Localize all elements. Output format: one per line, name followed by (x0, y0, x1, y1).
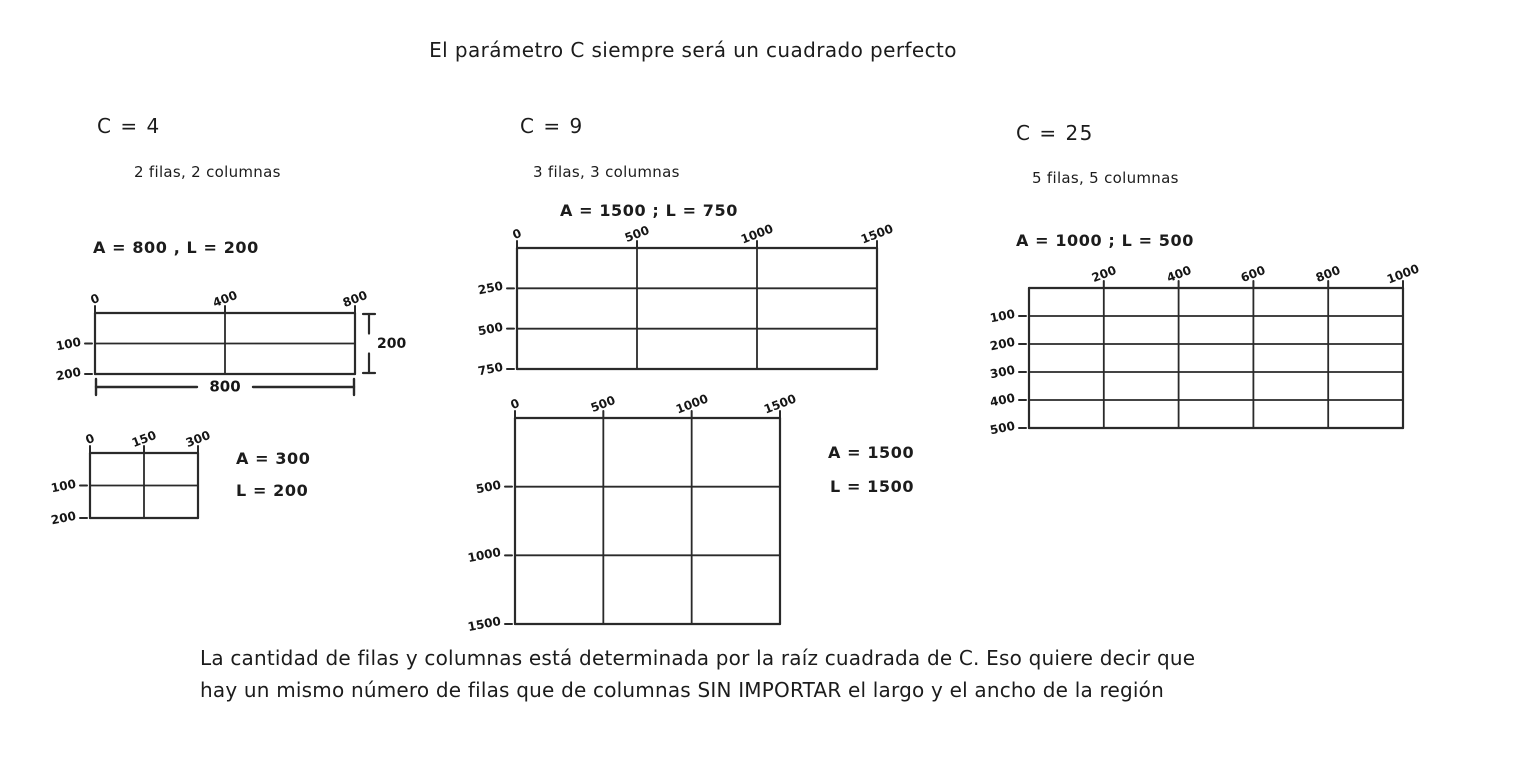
x-tick-label: 150 (129, 427, 159, 451)
width-dimension-label: 800 (203, 380, 246, 395)
x-tick-label: 1000 (1384, 261, 1422, 287)
height-dimension-label: 200 (377, 335, 407, 352)
x-tick-label: 600 (1239, 262, 1268, 286)
footer-line-1: La cantidad de filas y columnas está determinada por la raíz cuadrada de C. Eso quiere decir que (200, 646, 1196, 670)
x-tick-label: 400 (1164, 262, 1193, 286)
x-tick-label: 0 (88, 290, 102, 308)
x-tick-label: 800 (1313, 262, 1343, 286)
grid-lines (515, 418, 780, 624)
y-tick-label: 100 (54, 334, 83, 353)
y-tick-label: 500 (474, 477, 503, 496)
y-tick-label: 200 (54, 364, 83, 384)
x-tick-label: 0 (510, 225, 524, 243)
c9-subheading: 3 filas, 3 columnas (533, 163, 680, 181)
y-tick-label: 100 (988, 306, 1017, 326)
y-tick-label: 200 (988, 334, 1017, 354)
c4-params-label: A = 800 , L = 200 (93, 238, 259, 257)
x-tick-label: 0 (508, 395, 522, 413)
y-tick-label: 100 (49, 476, 78, 495)
y-tick-label: 300 (988, 362, 1017, 382)
grid-c25-main (988, 261, 1422, 438)
grid-c9-square (466, 391, 799, 635)
c4-heading: C = 4 (97, 114, 161, 138)
x-tick-label: 1500 (858, 221, 896, 247)
y-tick-label: 750 (476, 359, 505, 379)
y-tick-label: 500 (988, 418, 1017, 438)
x-tick-label: 1000 (673, 391, 710, 417)
grid-c4-small (49, 427, 213, 528)
x-tick-label: 1500 (761, 391, 799, 417)
x-tick-label: 400 (210, 287, 240, 311)
x-tick-label: 0 (83, 430, 97, 448)
y-tick-label: 200 (49, 508, 78, 528)
c9-params-label: A = 1500 ; L = 750 (560, 201, 738, 220)
x-tick-label: 500 (622, 222, 652, 246)
grid-c4-main (54, 287, 407, 396)
c25-params-label: A = 1000 ; L = 500 (1016, 231, 1194, 250)
c25-heading: C = 25 (1016, 121, 1094, 145)
c9-square-area-label: A = 1500 (828, 443, 915, 462)
x-tick-label: 1000 (738, 221, 776, 247)
c4-subheading: 2 filas, 2 columnas (134, 163, 281, 181)
y-tick-label: 400 (988, 390, 1017, 410)
grid-lines (95, 313, 355, 374)
grid-lines (90, 453, 198, 518)
footer-line-2: hay un mismo número de filas que de columnas SIN IMPORTAR el largo y el ancho de la región (200, 678, 1164, 702)
c4-small-length-label: L = 200 (236, 481, 309, 500)
grid-c9-wide (476, 221, 896, 379)
x-tick-label: 200 (1089, 262, 1119, 286)
page-title: El parámetro C siempre será un cuadrado perfecto (429, 38, 957, 62)
y-tick-label: 250 (476, 279, 505, 298)
x-tick-label: 500 (589, 392, 618, 416)
y-tick-label: 1500 (466, 613, 503, 635)
c9-heading: C = 9 (520, 114, 584, 138)
c25-subheading: 5 filas, 5 columnas (1032, 169, 1179, 187)
y-tick-label: 500 (476, 319, 505, 338)
x-tick-label: 800 (340, 287, 370, 311)
x-tick-label: 300 (183, 427, 213, 451)
c4-small-area-label: A = 300 (236, 449, 311, 468)
c9-square-length-label: L = 1500 (830, 477, 915, 496)
y-tick-label: 1000 (466, 545, 503, 566)
grid-lines (517, 248, 877, 369)
grid-lines (1029, 288, 1403, 428)
